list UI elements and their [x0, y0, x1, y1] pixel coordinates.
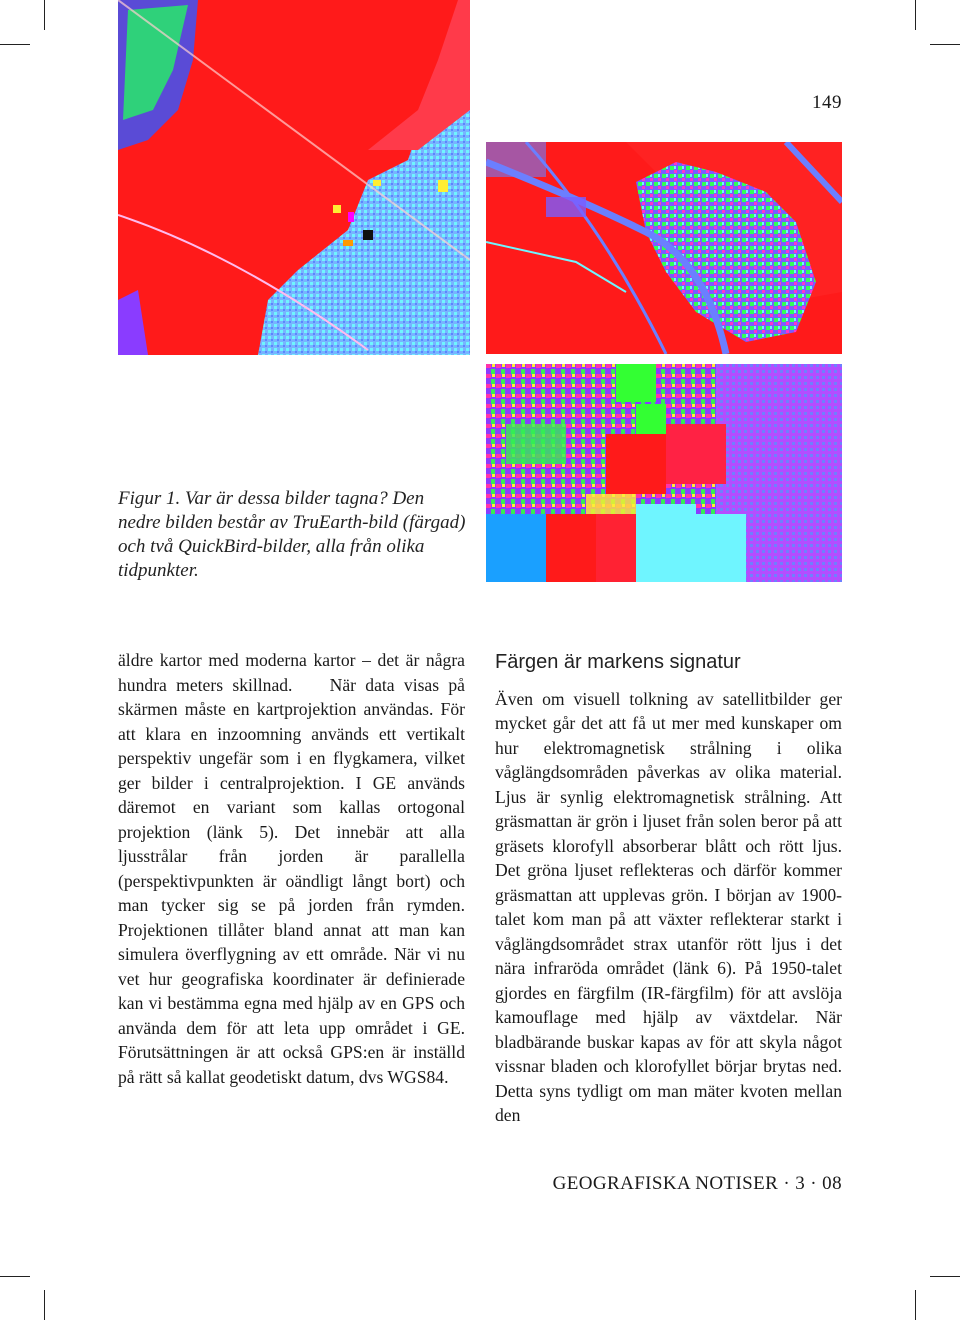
crop-mark	[44, 1290, 45, 1320]
crop-mark	[44, 0, 45, 30]
crop-mark	[0, 44, 30, 45]
crop-mark	[0, 1276, 30, 1277]
body-paragraph: äldre kartor med moderna kartor – det är några hundra meters skillnad. När data visas på skärmen måste en kartprojektion användas. För att klara en inzoomning används ett vertikalt perspektiv ungefär som i en flygkamera, vilket ger bilder i centralprojektion. I GE används däremot en variant som kallas ortogonal projektion (länk 5). Det innebär att alla ljusstrålar från jorden är parallella (perspektivpunkten är oändligt långt bort) och man tycker sig se på jorden från rymden. Projektionen tillåter bland annat att man kan simulera överflygning av ett område. När vi nu vet hur geografiska koordinater är definierade kan vi bestämma egna med hjälp av en GPS och använda dem för att leta upp området i GE. Förutsättningen är att också GPS:en är inställd på rätt så kallat geodetiskt datum, dvs WGS84.	[118, 650, 465, 1087]
figure-caption	[118, 487, 468, 583]
left-column	[118, 648, 465, 1089]
caption-text: Figur 1. Var är dessa bilder tagna? Den nedre bilden består av TruEarth-bild (färgad) och två QuickBird-bilder, alla från olika tidpunkter.	[118, 488, 466, 581]
right-column	[495, 650, 842, 1128]
satellite-image-right-top	[486, 142, 842, 354]
section-heading: Färgen är markens signatur	[495, 651, 741, 673]
satellite-image-left-top	[118, 0, 470, 355]
crop-mark	[915, 1290, 916, 1320]
page-number: 149	[812, 92, 842, 113]
crop-mark	[930, 44, 960, 45]
crop-mark	[915, 0, 916, 30]
footer-journal-title: GEOGRAFISKA NOTISER · 3 · 08	[552, 1173, 842, 1194]
crop-mark	[930, 1276, 960, 1277]
satellite-image-bottom	[486, 364, 842, 582]
body-paragraph: Även om visuell tolkning av satellitbilder ger mycket går det att få ut mer med kunskaper om hur elektromagnetisk strålning i olika våglängdsområden påverkas av olika material. Ljus är synlig elektromagnetisk strålning. Att gräsmattan är grön i ljuset från solen beror på att gräsets klorofyll absorberar blått och rött ljus. Det gröna ljuset reflekteras och därför kommer gräsmattan att upplevas grön. I början av 1900-talet kom man på att växter reflekterar starkt i våglängdsområdet strax utanför rött ljus i det nära infraröda området (länk 6). På 1950-talet gjordes en färgfilm (IR-färgfilm) för att avslöja kamouflage med hjälp av växtdelar. När bladbärande buskar kapas av för att skyla något vissnar bladen och klorofyllet börjar brytas ned. Detta syns tydligt om man mäter kvoten mellan den	[495, 688, 842, 1125]
